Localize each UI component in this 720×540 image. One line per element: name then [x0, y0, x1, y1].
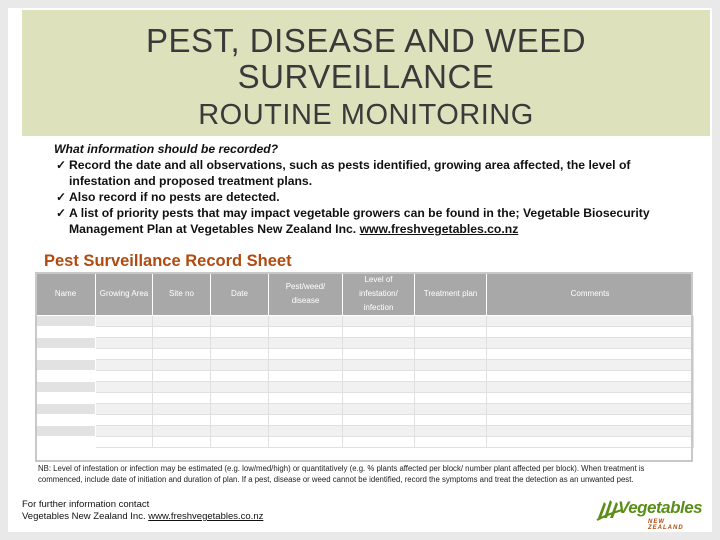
contact-block: [22, 499, 263, 523]
column-header-name: Name: [36, 273, 96, 316]
table-frame: [35, 272, 693, 462]
logo-sub: NEW ZEALAND: [648, 519, 684, 531]
column-header-date: Date: [211, 273, 269, 316]
column-header-site-no: Site no: [153, 273, 211, 316]
slide: [8, 8, 712, 532]
info-bullet-text: Also record if no pests are detected.: [69, 190, 280, 204]
logo-word: Vegetables: [618, 498, 703, 517]
info-block: [54, 141, 664, 237]
vegetables-logo: [596, 496, 703, 531]
contact-line-2: [22, 511, 263, 523]
column-header-comments: Comments: [487, 273, 694, 316]
info-bullet: [54, 205, 664, 237]
check-icon: ✓: [56, 190, 67, 204]
column-header-pest: Pest/weed/ disease: [269, 273, 343, 316]
contact-org: Vegetables New Zealand Inc.: [22, 511, 146, 522]
title-line-2: SURVEILLANCE: [237, 58, 495, 95]
title-band: [22, 10, 710, 136]
title-line-1: PEST, DISEASE AND WEED: [145, 22, 587, 59]
info-list: [54, 157, 664, 237]
footnote: NB: Level of infestation or infection may be estimated (e.g. low/med/high) or quantitatively (e.g. % plants affected per block/ number plant affected per block). When treatment is commenced, include date of initiation and duration of plan. If a pest, disease or weed cannot be identified, record the symptoms and treat the detection as an unwanted pest.: [38, 464, 645, 484]
info-bullet: [54, 189, 664, 205]
sheet-title: Pest Surveillance Record Sheet: [44, 252, 292, 270]
column-header-growing-area: Growing Area: [96, 273, 153, 316]
contact-line-1: For further information contact: [22, 499, 150, 510]
contact-link[interactable]: www.freshvegetables.co.nz: [148, 511, 264, 522]
info-question: What information should be recorded?: [54, 142, 279, 156]
check-icon: ✓: [56, 158, 67, 172]
column-header-treatment: Treatment plan: [415, 273, 487, 316]
info-link[interactable]: www.freshvegetables.co.nz: [359, 222, 519, 236]
info-bullet-text: A list of priority pests that may impact vegetable growers can be found in the; Vegetable Biosecurity Management Plan at Vegetables New Zealand Inc.: [69, 206, 650, 236]
info-bullet-text: Record the date and all observations, such as pests identified, growing area affected, the level of infestation and proposed treatment plans.: [69, 158, 631, 188]
column-header-level: Level of infestation/ infection: [343, 273, 415, 316]
info-bullet: [54, 157, 664, 189]
title-line-3: ROUTINE MONITORING: [198, 99, 534, 131]
check-icon: ✓: [56, 206, 67, 220]
